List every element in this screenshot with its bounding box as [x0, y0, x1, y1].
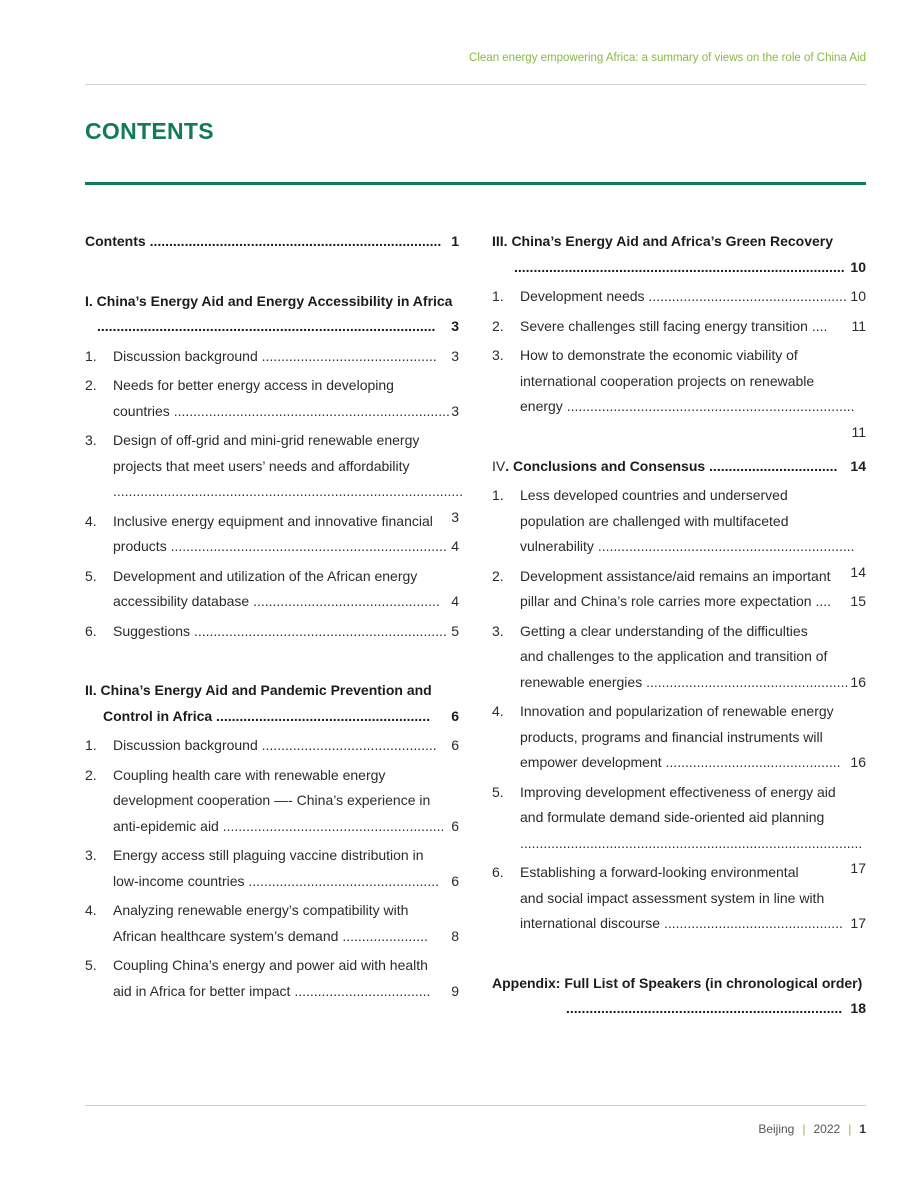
toc-item-number: 5. — [85, 957, 97, 973]
toc-section-title: III. China’s Energy Aid and Africa’s Green Recovery — [492, 233, 834, 249]
toc-section-title: Appendix: Full List of Speakers (in chronological order) — [492, 974, 863, 991]
toc-leader-dots: .... — [811, 317, 828, 334]
toc-leader-dots: .................................................................. — [597, 538, 855, 554]
toc-item-number: 2. — [85, 766, 97, 783]
toc-item[interactable] — [492, 284, 866, 310]
toc-item-number: 3. — [85, 847, 97, 863]
toc-item[interactable] — [85, 509, 459, 560]
toc-section-2[interactable] — [85, 678, 459, 729]
toc-item-number: 3. — [492, 622, 504, 639]
toc-section-roman: IV — [492, 457, 506, 474]
toc-leader-dots: ................................... — [294, 982, 431, 999]
toc-leader-dots: ....................................................................... — [566, 1000, 843, 1016]
toc-page-number: 3 — [451, 318, 459, 334]
toc-item-text: Severe challenges still facing energy transition — [520, 317, 812, 334]
toc-item-text: Coupling China’s energy and power aid with health — [113, 957, 428, 973]
footer-city: Beijing — [758, 1122, 795, 1136]
toc-page-number: 4 — [451, 538, 459, 554]
toc-item-text: energy — [520, 398, 567, 414]
toc-section-1[interactable] — [85, 289, 459, 340]
toc-item-text: accessibility database — [113, 593, 254, 609]
toc-item-text: Development needs — [520, 288, 649, 304]
toc-page-number: 14 — [850, 457, 866, 474]
toc-item-number: 1. — [85, 737, 97, 753]
toc-leader-dots: ............................................. — [665, 754, 841, 770]
toc-leader-dots: ....................................................................... — [173, 402, 450, 419]
footer-page-number: 1 — [859, 1122, 866, 1136]
toc-item-text: and formulate demand side-oriented aid planning — [520, 809, 825, 825]
toc-item-text: Discussion background — [113, 737, 262, 753]
toc-section-title: Control in Africa — [103, 707, 217, 724]
toc-page-number: 3 — [451, 402, 459, 419]
toc-item[interactable] — [492, 619, 866, 696]
toc-item[interactable] — [492, 860, 866, 937]
toc-item-text: Discussion background — [113, 347, 262, 364]
toc-page-number: 14 — [850, 563, 866, 580]
toc-item-text: empower development — [520, 754, 666, 770]
toc-page-number: 8 — [451, 927, 459, 944]
toc-item-text: anti-epidemic aid — [113, 817, 223, 834]
footer-divider — [85, 1105, 866, 1106]
toc-item-text: products — [113, 538, 171, 554]
toc-item-number: 5. — [492, 783, 504, 800]
toc-item-text: population are challenged with multifaceted — [520, 512, 789, 529]
toc-item[interactable] — [85, 619, 459, 645]
toc-page-number: 6 — [451, 707, 459, 724]
toc-item[interactable] — [85, 373, 459, 424]
toc-page-number: 11 — [851, 423, 866, 440]
toc-item-text: Energy access still plaguing vaccine distribution in — [113, 847, 424, 863]
toc-page-number: 1 — [451, 233, 459, 249]
toc-item-text: Innovation and popularization of renewable energy — [520, 703, 834, 719]
toc-page-number: 3 — [451, 508, 459, 525]
toc-item-text: development cooperation —- China’s experience in — [113, 792, 431, 808]
toc-page-number: 11 — [851, 317, 866, 334]
toc-item-text: Suggestions — [113, 622, 194, 639]
toc-leader-dots: .... — [815, 593, 832, 609]
toc-section-title: . Conclusions and Consensus — [505, 457, 710, 474]
toc-item-number: 1. — [492, 288, 504, 304]
toc-item[interactable] — [85, 763, 459, 840]
toc-item-text: Getting a clear understanding of the difficulties — [520, 622, 808, 639]
toc-item-text: renewable energies — [520, 673, 647, 690]
toc-item[interactable] — [492, 314, 866, 340]
toc-item-text: Analyzing renewable energy’s compatibility with — [113, 902, 409, 918]
toc-leader-dots: ................................................ — [253, 593, 440, 609]
toc-item-number: 4. — [492, 703, 504, 719]
toc-page-number: 3 — [451, 347, 459, 364]
toc-item-text: countries — [113, 402, 174, 419]
toc-leader-dots: .................................................... — [646, 673, 849, 690]
toc-entry-label: Contents — [85, 233, 150, 249]
toc-item-text: How to demonstrate the economic viability of — [520, 347, 798, 363]
toc-item[interactable] — [85, 344, 459, 370]
toc-item-text: Less developed countries and underserved — [520, 487, 788, 503]
toc-leader-dots: ............................................. — [261, 347, 437, 364]
title-divider — [85, 182, 866, 185]
toc-page-number: 5 — [451, 622, 459, 639]
toc-item-number: 2. — [85, 377, 97, 393]
toc-section-title: II. China’s Energy Aid and Pandemic Prevention and — [85, 682, 432, 698]
toc-item[interactable] — [492, 343, 866, 440]
page-title: CONTENTS — [85, 118, 214, 144]
toc-item-text: low-income countries — [113, 872, 249, 889]
toc-page-number: 10 — [850, 258, 866, 275]
toc-item-text: Inclusive energy equipment and innovative financial — [113, 512, 433, 529]
toc-item-number: 2. — [492, 317, 504, 334]
toc-item-number: 2. — [492, 567, 504, 584]
toc-item-text: African healthcare system’s demand — [113, 927, 343, 944]
running-header: Clean energy empowering Africa: a summary of views on the role of China Aid — [469, 52, 866, 64]
toc-leader-dots: ................................. — [709, 457, 838, 474]
toc-leader-dots: .............................................. — [663, 915, 843, 931]
toc-page-number: 18 — [850, 1000, 866, 1016]
toc-page-number: 6 — [451, 737, 459, 753]
toc-item-text: Development assistance/aid remains an important — [520, 567, 831, 584]
toc-item[interactable] — [492, 699, 866, 776]
toc-item-text: and challenges to the application and transition of — [520, 648, 828, 664]
toc-item-text: projects that meet users’ needs and affordability — [113, 457, 410, 474]
page-footer — [758, 1122, 866, 1136]
toc-leader-dots: ................................................................. — [193, 622, 447, 639]
toc-leader-dots: ................................................... — [648, 288, 847, 304]
toc-item[interactable] — [85, 898, 459, 949]
toc-leader-dots: ....................................................................................... — [97, 318, 436, 334]
toc-section-3[interactable] — [492, 229, 866, 280]
toc-item-text: products, programs and financial instruments will — [520, 728, 823, 745]
toc-item-number: 6. — [85, 622, 97, 639]
toc-item-number: 1. — [492, 487, 504, 503]
toc-page-number: 16 — [850, 673, 866, 690]
toc-item[interactable] — [85, 953, 459, 1004]
toc-appendix[interactable] — [492, 971, 866, 1022]
toc-leader-dots: ........................................................................... — [149, 233, 442, 249]
toc-leader-dots: .......................................................................... — [566, 398, 855, 414]
toc-section-title: I. China’s Energy Aid and Energy Accessibility in Africa — [85, 292, 453, 309]
toc-item-text: international discourse — [520, 915, 664, 931]
toc-leader-dots: ........................................................................................ — [520, 834, 863, 851]
footer-year: 2022 — [813, 1122, 841, 1136]
toc-item-number: 3. — [85, 432, 97, 448]
toc-item[interactable] — [85, 733, 459, 759]
toc-item-number: 1. — [85, 347, 97, 364]
toc-item-text: Development and utilization of the African energy — [113, 567, 418, 584]
toc-page-number: 4 — [451, 593, 459, 609]
toc-item[interactable] — [85, 564, 459, 615]
toc-right-column — [492, 229, 866, 1022]
toc-leader-dots: .......................................................................................... — [113, 483, 464, 499]
header-divider — [85, 84, 866, 85]
toc-item[interactable] — [492, 564, 866, 615]
toc-item-number: 3. — [492, 347, 504, 363]
toc-page-number: 9 — [451, 982, 459, 999]
toc-left-column — [85, 229, 464, 1004]
toc-section-4[interactable] — [492, 454, 866, 480]
toc-item-text: Needs for better energy access in developing — [113, 377, 394, 393]
toc-item-number: 4. — [85, 902, 97, 918]
toc-item-text: pillar and China’s role carries more expectation — [520, 593, 816, 609]
toc-page-number: 16 — [850, 754, 866, 770]
toc-entry-contents[interactable] — [85, 229, 459, 255]
toc-page-number: 6 — [451, 872, 459, 889]
toc-item-text: and social impact assessment system in line with — [520, 889, 825, 906]
toc-item-number: 5. — [85, 567, 97, 584]
toc-page-number: 17 — [850, 915, 866, 931]
footer-separator: | — [802, 1122, 806, 1136]
toc-leader-dots: ...................... — [342, 927, 428, 944]
toc-page-number: 15 — [850, 593, 866, 609]
toc-page-number: 17 — [850, 860, 866, 876]
toc-item-text: Establishing a forward-looking environmental — [520, 864, 799, 880]
toc-leader-dots: ....................................................................... — [170, 538, 447, 554]
toc-item-text: Design of off-grid and mini-grid renewable energy — [113, 432, 420, 448]
toc-leader-dots: ......................................................... — [222, 817, 445, 834]
toc-page-number: 6 — [451, 817, 459, 834]
toc-page-number: 10 — [850, 288, 866, 304]
toc-item-number: 4. — [85, 512, 97, 529]
toc-item-text: international cooperation projects on renewable — [520, 372, 815, 389]
toc-leader-dots: ..................................................................................... — [514, 258, 845, 275]
toc-item[interactable] — [85, 843, 459, 894]
toc-leader-dots: ................................................. — [248, 872, 439, 889]
toc-item-text: vulnerability — [520, 538, 598, 554]
toc-item-text: Coupling health care with renewable energy — [113, 766, 386, 783]
toc-item-text: Improving development effectiveness of energy aid — [520, 783, 836, 800]
toc-leader-dots: ............................................. — [261, 737, 437, 753]
toc-item-number: 6. — [492, 864, 504, 880]
toc-item-text: aid in Africa for better impact — [113, 982, 295, 999]
toc-leader-dots: ....................................................... — [216, 707, 430, 724]
footer-separator: | — [848, 1122, 852, 1136]
